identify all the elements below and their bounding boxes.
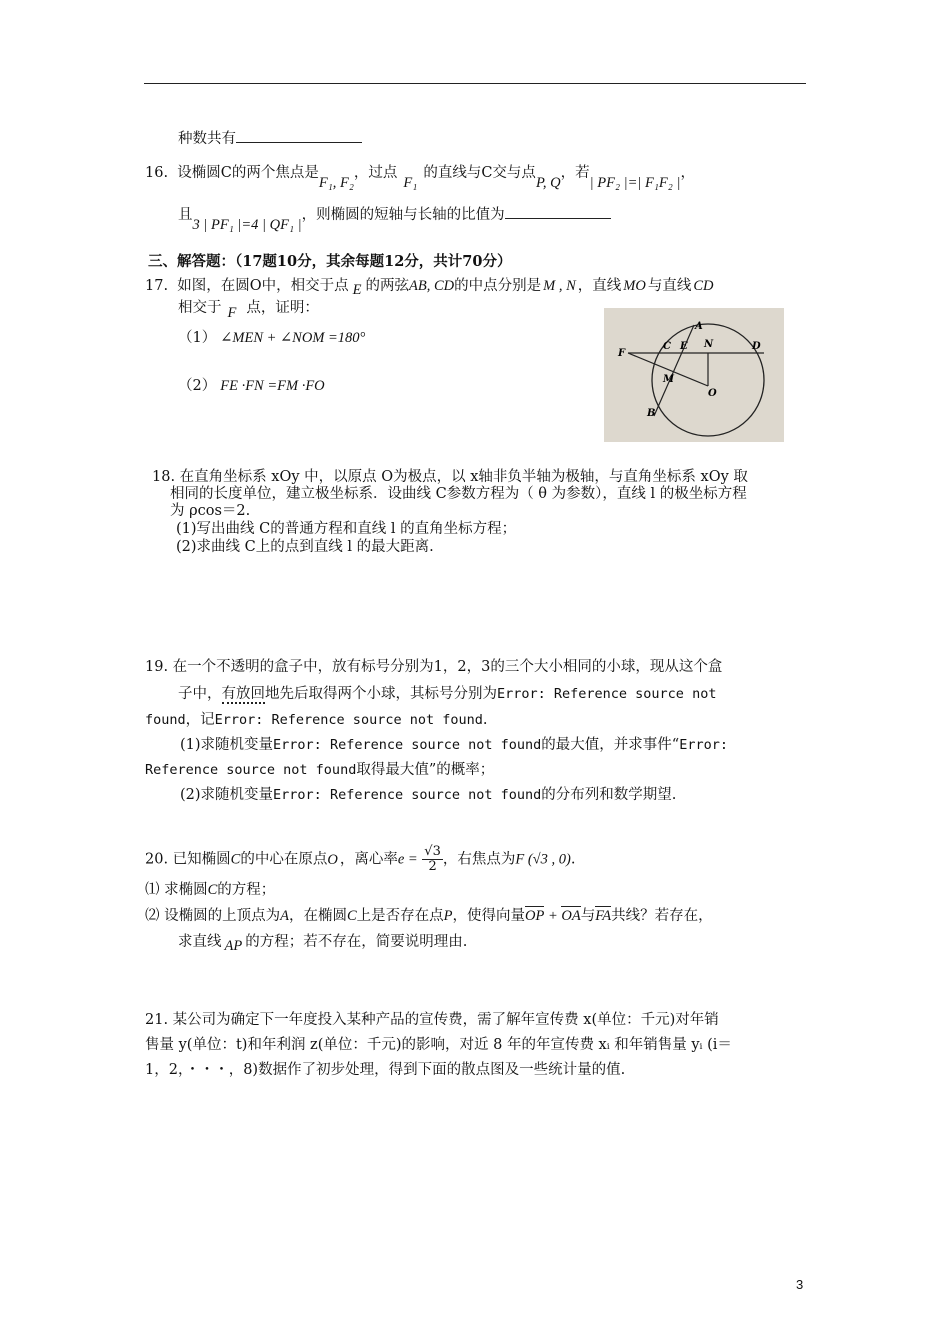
fig-label: E: [680, 341, 688, 352]
q20-line-1: 20. 已知椭圆C的中心在原点O ，离心率e = $\frac{√3}{2}$ ，右焦点为F (√3 , 0).: [145, 844, 576, 874]
q17-line-1: 17. 如图，在圆O中，相交于点 E 的两弦AB, CD的中点分别是 M , N ，直线 MO 与直线 CD: [145, 278, 714, 298]
q19-line-5: Reference source not found取得最大值”的概率；: [145, 762, 495, 778]
q21-line-2: 售量 y(单位：t)和年利润 z(单位：千元)的影响，对近 8 年的年宣传费 xᵢ 和年销售量 yᵢ (i＝: [145, 1037, 732, 1053]
q18-line-4: (1)写出曲线 C的普通方程和直线 l 的直角坐标方程；: [176, 521, 517, 537]
q21-line-1: 21. 某公司为确定下一年度投入某种产品的宣传费，需了解年宣传费 x(单位：千元)对年销: [145, 1012, 719, 1028]
q17-part-1: （1） ∠MEN + ∠NOM =180°: [178, 330, 366, 346]
q19-line-2: 子中，有放回地先后取得两个小球，其标号分别为Error: Reference source not: [178, 686, 717, 702]
q18-line-5: (2)求曲线 C上的点到直线 l 的最大距离.: [176, 539, 434, 555]
fig-label: C: [663, 341, 671, 352]
q19-line-4: (1)求随机变量Error: Reference source not found的最大值，并求事件“Error:: [180, 737, 728, 753]
answer-blank: [505, 204, 611, 219]
q20-line-4: 求直线 AP 的方程；若不存在，简要说明理由.: [178, 934, 468, 954]
q17-part-2: （2） FE ·FN =FM ·FO: [178, 378, 325, 394]
q19-line-3: found，记Error: Reference source not found.: [145, 712, 488, 728]
fig-label: A: [695, 321, 703, 332]
fig-label: N: [704, 339, 714, 350]
q18-line-3: 为 ρcos＝2.: [170, 503, 251, 519]
fig-label: M: [663, 374, 675, 385]
q21-line-3: 1，2，・・・，8)数据作了初步处理，得到下面的散点图及一些统计量的值.: [145, 1062, 626, 1078]
q18-line-2: 相同的长度单位，建立极坐标系．设曲线 C参数方程为（ θ 为参数），直线 l 的极坐标方程: [170, 486, 747, 502]
fig-label: D: [752, 341, 761, 352]
q16-line-2: 且3 | PF₁ |=4 | QF₁ |，则椭圆的短轴与长轴的比值为: [178, 204, 611, 225]
fig-label: B: [647, 408, 656, 419]
circle-figure: [604, 308, 784, 442]
circle-figure-svg: [604, 308, 784, 442]
q19-line-6: (2)求随机变量Error: Reference source not found的分布列和数学期望.: [180, 787, 677, 803]
q20-line-2: ⑴ 求椭圆C的方程；: [145, 882, 276, 898]
q16-line-1: 16. 设椭圆C的两个焦点是F₁, F₂，过点F₁的直线与C交与点P, Q，若| PF₂ |=| F₁F₂ |，: [145, 165, 695, 191]
q19-line-1: 19. 在一个不透明的盒子中，放有标号分别为1，2，3的三个大小相同的小球，现从这个盒: [145, 659, 723, 675]
header-rule: [144, 83, 806, 84]
eccentricity-fraction: $\frac{√3}{2}$: [424, 844, 441, 874]
fig-label: F: [618, 348, 626, 359]
section-heading: 三、解答题：（17题10分，其余每题12分，共计70分）: [148, 253, 512, 270]
page-number: 3: [796, 1277, 804, 1292]
q17-line-2: 相交于 F 点，证明：: [178, 300, 319, 321]
answer-blank: [236, 128, 362, 143]
q15-tail: 种数共有: [178, 128, 362, 149]
fig-label: O: [708, 388, 717, 399]
q18-line-1: 18. 在直角坐标系 xOy 中，以原点 O为极点，以 x轴非负半轴为极轴，与直角坐标系 xOy 取: [152, 469, 748, 485]
q20-line-3: ⑵ 设椭圆的上顶点为A，在椭圆C上是否存在点P，使得向量OP + OA与FA共线？若存在，: [145, 908, 713, 924]
